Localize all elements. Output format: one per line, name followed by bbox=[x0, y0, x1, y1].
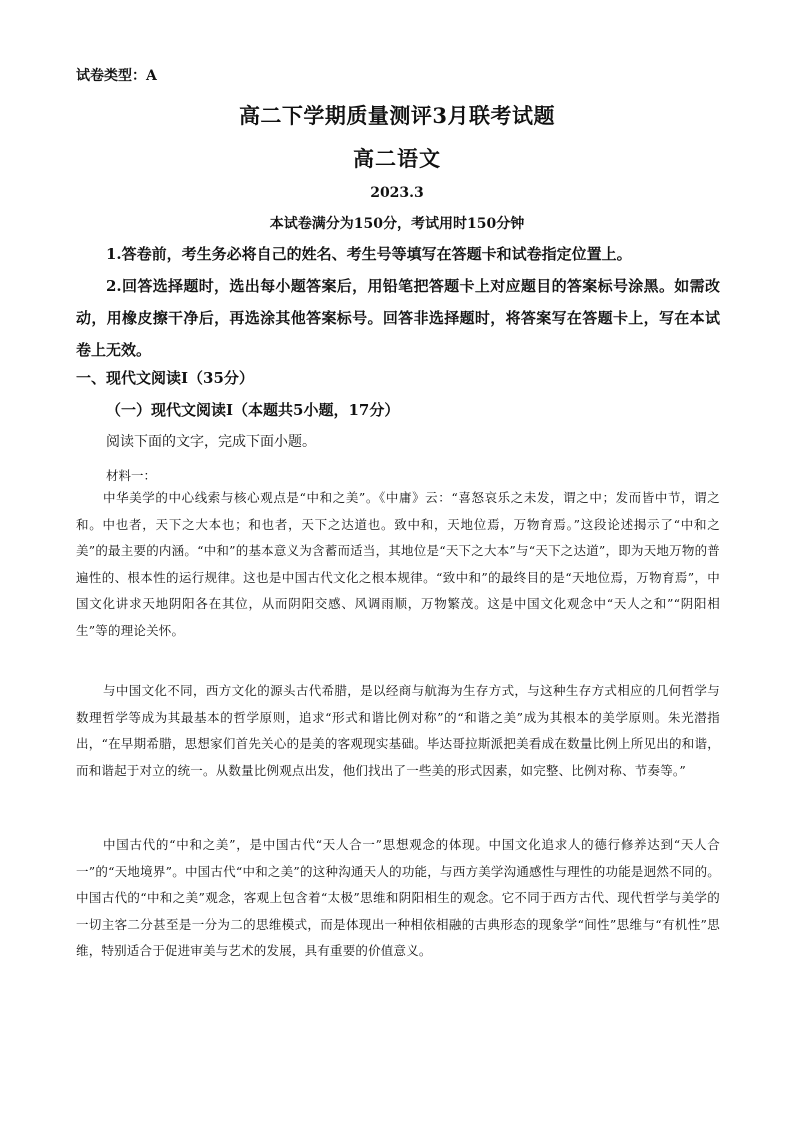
section-heading: 一、现代文阅读Ⅰ（35分） bbox=[76, 369, 254, 387]
subsection-heading: （一）现代文阅读Ⅰ（本题共5小题，17分） bbox=[106, 401, 400, 419]
exam-subject: 高二语文 bbox=[353, 146, 441, 171]
material-paragraph: 与中国文化不同，西方文化的源头古代希腊，是以经商与航海为生存方式，与这种生存方式相应的几何哲学与数理哲学等成为其最基本的哲学原则，追求“形式和谐比例对称”的“和谐之美”成为其根本的美学原则。朱光潜指出，“在早期希腊，思想家们首先关心的是美的客观现实基础。毕达哥拉斯派把美看成在数量比例上所见出的和谐，而和谐起于对立的统一。从数量比例观点出发，他们找出了一些美的形式因素，如完整、比例对称、节奏等。” bbox=[76, 683, 720, 778]
paper-type-label: 试卷类型：A bbox=[76, 68, 157, 84]
full-score-note: 本试卷满分为150分，考试用时150分钟 bbox=[269, 216, 525, 232]
exam-title: 高二下学期质量测评3月联考试题 bbox=[238, 103, 556, 128]
instruction-item: 1.答卷前，考生务必将自己的姓名、考生号等填写在答题卡和试卷指定位置上。 bbox=[106, 245, 632, 263]
reading-directions: 阅读下面的文字，完成下面小题。 bbox=[106, 434, 316, 450]
material-paragraph: 中华美学的中心线索与核心观点是“中和之美”。《中庸》云：“喜怒哀乐之未发，谓之中；发而皆中节，谓之和。中也者，天下之大本也；和也者，天下之达道也。致中和，天地位焉，万物育焉。”这段论述揭示了“中和之美”的最主要的内涵。“中和”的基本意义为含蓄而适当，其地位是“天下之大本”与“天下之达道”，即为天地万物的普遍性的、根本性的运行规律。这也是中国古代文化之根本规律。“致中和”的最终目的是“天地位焉，万物育焉”，中国文化讲求天地阴阳各在其位，从而阴阳交感、风调雨顺，万物繁茂。这是中国文化观念中“天人之和”“阴阳相生”等的理论关怀。 bbox=[76, 490, 720, 638]
instruction-item: 2.回答选择题时，选出每小题答案后，用铅笔把答题卡上对应题目的答案标号涂黑。如需改动，用橡皮擦干净后，再选涂其他答案标号。回答非选择题时，将答案写在答题卡上，写在本试卷上无效。 bbox=[76, 277, 720, 359]
material-label: 材料一： bbox=[106, 468, 157, 483]
material-paragraph: 中国古代的“中和之美”，是中国古代“天人合一”思想观念的体现。中国文化追求人的德行修养达到“天人合一”的“天地境界”。中国古代“中和之美”的这种沟通天人的功能，与西方美学沟通感性与理性的功能是迥然不同的。中国古代的“中和之美”观念，客观上包含着“太极”思维和阴阳相生的观念。它不同于西方古代、现代哲学与美学的一切主客二分甚至是一分为二的思维模式，而是体现出一种相依相融的古典形态的现象学“间性”思维与“有机性”思维，特别适合于促进审美与艺术的发展，具有重要的价值意义。 bbox=[76, 837, 720, 958]
exam-date: 2023.3 bbox=[370, 185, 424, 201]
